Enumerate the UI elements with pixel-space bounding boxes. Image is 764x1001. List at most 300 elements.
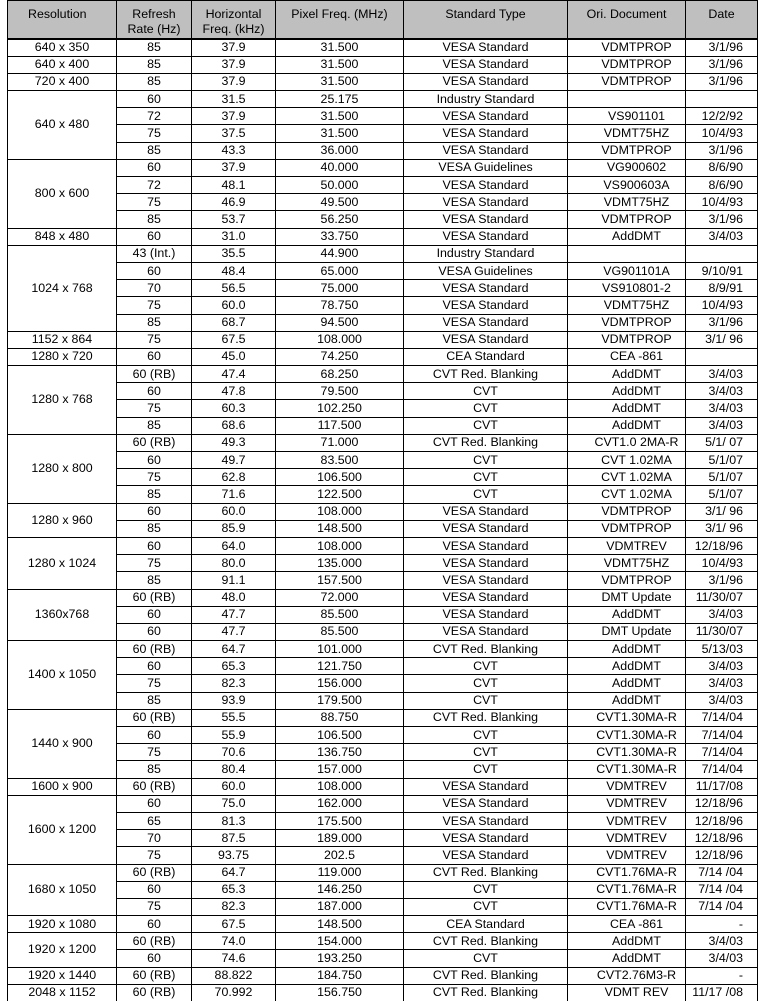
pixel-freq-cell: 85.500 [276, 623, 404, 640]
original-document-cell [568, 91, 686, 108]
horizontal-freq-cell: 71.6 [192, 486, 276, 503]
table-row [8, 366, 758, 383]
table-row [8, 177, 758, 194]
table-row [8, 142, 758, 159]
pixel-freq-cell: 65.000 [276, 262, 404, 279]
standard-type-cell: VESA Standard [404, 142, 568, 159]
standard-type-cell: VESA Standard [404, 537, 568, 554]
date-cell: 3/1/96 [686, 39, 758, 57]
table-row [8, 812, 758, 829]
original-document-cell: VDMTREV [568, 778, 686, 795]
standard-type-cell: CVT [404, 761, 568, 778]
refresh-rate-cell: 75 [117, 400, 192, 417]
refresh-rate-cell: 75 [117, 898, 192, 915]
refresh-rate-cell: 60 [117, 537, 192, 554]
refresh-rate-cell: 85 [117, 761, 192, 778]
table-row [8, 262, 758, 279]
table-row [8, 383, 758, 400]
original-document-cell: CEA -861 [568, 916, 686, 933]
standard-type-cell: CVT [404, 486, 568, 503]
original-document-cell: DMT Update [568, 623, 686, 640]
pixel-freq-cell: 50.000 [276, 177, 404, 194]
pixel-freq-cell: 33.750 [276, 228, 404, 245]
table-body [8, 39, 758, 1001]
pixel-freq-cell: 40.000 [276, 159, 404, 176]
horizontal-freq-cell: 31.0 [192, 228, 276, 245]
resolution-cell: 1680 x 1050 [8, 864, 117, 916]
standard-type-cell: VESA Standard [404, 211, 568, 228]
standard-type-cell: CVT Red. Blanking [404, 641, 568, 658]
table-row [8, 898, 758, 915]
horizontal-freq-cell: 37.9 [192, 39, 276, 57]
resolution-cell: 640 x 400 [8, 56, 117, 73]
resolution-cell: 720 x 400 [8, 73, 117, 90]
resolution-cell: 1280 x 720 [8, 348, 117, 365]
horizontal-freq-cell: 56.5 [192, 280, 276, 297]
date-cell: 3/4/03 [686, 228, 758, 245]
standard-type-cell: CVT Red. Blanking [404, 967, 568, 984]
refresh-rate-cell: 85 [117, 73, 192, 90]
resolution-cell: 640 x 350 [8, 39, 117, 57]
table-row [8, 847, 758, 864]
standard-type-cell: CVT Red. Blanking [404, 366, 568, 383]
refresh-rate-cell: 75 [117, 555, 192, 572]
horizontal-freq-cell: 31.5 [192, 91, 276, 108]
original-document-cell: CVT1.76MA-R [568, 898, 686, 915]
refresh-rate-cell: 60 [117, 228, 192, 245]
date-cell: 11/30/07 [686, 623, 758, 640]
horizontal-freq-cell: 48.0 [192, 589, 276, 606]
horizontal-freq-cell: 45.0 [192, 348, 276, 365]
standard-type-cell: CVT [404, 417, 568, 434]
date-cell: 7/14/04 [686, 709, 758, 726]
horizontal-freq-cell: 55.5 [192, 709, 276, 726]
standard-type-cell: VESA Standard [404, 228, 568, 245]
date-cell [686, 91, 758, 108]
resolution-cell: 2048 x 1152 [8, 984, 117, 1001]
refresh-rate-cell: 43 (Int.) [117, 245, 192, 262]
header-refresh-rate: Refresh Rate (Hz) [117, 1, 192, 39]
resolution-cell: 1280 x 960 [8, 503, 117, 537]
horizontal-freq-cell: 49.7 [192, 452, 276, 469]
refresh-rate-cell: 85 [117, 314, 192, 331]
pixel-freq-cell: 157.000 [276, 761, 404, 778]
table-row [8, 91, 758, 108]
refresh-rate-cell: 70 [117, 280, 192, 297]
pixel-freq-cell: 184.750 [276, 967, 404, 984]
table-row [8, 692, 758, 709]
horizontal-freq-cell: 65.3 [192, 881, 276, 898]
header-horizontal-freq: Horizontal Freq. (kHz) [192, 1, 276, 39]
pixel-freq-cell: 25.175 [276, 91, 404, 108]
standard-type-cell: CVT [404, 452, 568, 469]
original-document-cell: VDMTREV [568, 537, 686, 554]
refresh-rate-cell: 75 [117, 125, 192, 142]
original-document-cell: VDMT75HZ [568, 194, 686, 211]
original-document-cell: AddDMT [568, 658, 686, 675]
standard-type-cell: CVT [404, 898, 568, 915]
horizontal-freq-cell: 60.0 [192, 503, 276, 520]
table-row [8, 572, 758, 589]
horizontal-freq-cell: 60.0 [192, 778, 276, 795]
date-cell: 7/14 /04 [686, 881, 758, 898]
table-row [8, 864, 758, 881]
table-row [8, 984, 758, 1001]
refresh-rate-cell: 85 [117, 417, 192, 434]
date-cell: - [686, 967, 758, 984]
original-document-cell: CVT1.30MA-R [568, 727, 686, 744]
standard-type-cell: CVT Red. Blanking [404, 864, 568, 881]
table-row [8, 709, 758, 726]
pixel-freq-cell: 31.500 [276, 39, 404, 57]
original-document-cell: VDMTPROP [568, 142, 686, 159]
original-document-cell: VDMTPROP [568, 503, 686, 520]
refresh-rate-cell: 60 [117, 727, 192, 744]
resolution-cell: 800 x 600 [8, 159, 117, 228]
horizontal-freq-cell: 37.9 [192, 159, 276, 176]
horizontal-freq-cell: 47.8 [192, 383, 276, 400]
original-document-cell: CEA -861 [568, 348, 686, 365]
standard-type-cell: CVT [404, 383, 568, 400]
pixel-freq-cell: 121.750 [276, 658, 404, 675]
standard-type-cell: VESA Standard [404, 606, 568, 623]
table-row [8, 933, 758, 950]
horizontal-freq-cell: 37.9 [192, 73, 276, 90]
refresh-rate-cell: 85 [117, 520, 192, 537]
table-row [8, 641, 758, 658]
pixel-freq-cell: 154.000 [276, 933, 404, 950]
original-document-cell: CVT1.30MA-R [568, 709, 686, 726]
pixel-freq-cell: 108.000 [276, 331, 404, 348]
date-cell: 3/4/03 [686, 606, 758, 623]
table-row [8, 417, 758, 434]
pixel-freq-cell: 78.750 [276, 297, 404, 314]
resolution-cell: 640 x 480 [8, 91, 117, 160]
refresh-rate-cell: 85 [117, 486, 192, 503]
table-row [8, 830, 758, 847]
standard-type-cell: CEA Standard [404, 916, 568, 933]
horizontal-freq-cell: 55.9 [192, 727, 276, 744]
standard-type-cell: CVT Red. Blanking [404, 709, 568, 726]
standard-type-cell: CVT Red. Blanking [404, 984, 568, 1001]
original-document-cell: CVT1.0 2MA-R [568, 434, 686, 451]
original-document-cell: CVT1.76MA-R [568, 881, 686, 898]
date-cell: 12/18/96 [686, 795, 758, 812]
resolution-cell: 848 x 480 [8, 228, 117, 245]
refresh-rate-cell: 60 [117, 503, 192, 520]
date-cell [686, 245, 758, 262]
resolution-cell: 1920 x 1440 [8, 967, 117, 984]
resolution-cell: 1360x768 [8, 589, 117, 641]
horizontal-freq-cell: 68.7 [192, 314, 276, 331]
header-standard-type: Standard Type [404, 1, 568, 39]
header-date: Date [686, 1, 758, 39]
horizontal-freq-cell: 88.822 [192, 967, 276, 984]
original-document-cell: VDMTPROP [568, 211, 686, 228]
horizontal-freq-cell: 65.3 [192, 658, 276, 675]
standard-type-cell: VESA Standard [404, 830, 568, 847]
pixel-freq-cell: 162.000 [276, 795, 404, 812]
standard-type-cell: VESA Standard [404, 280, 568, 297]
refresh-rate-cell: 75 [117, 297, 192, 314]
pixel-freq-cell: 156.000 [276, 675, 404, 692]
date-cell: 7/14/04 [686, 727, 758, 744]
standard-type-cell: Industry Standard [404, 91, 568, 108]
original-document-cell: VDMTPROP [568, 331, 686, 348]
original-document-cell: VDMT75HZ [568, 555, 686, 572]
standard-type-cell: VESA Standard [404, 297, 568, 314]
standard-type-cell: CVT [404, 727, 568, 744]
table-row [8, 228, 758, 245]
pixel-freq-cell: 94.500 [276, 314, 404, 331]
original-document-cell: VG900602 [568, 159, 686, 176]
refresh-rate-cell: 60 [117, 795, 192, 812]
date-cell [686, 348, 758, 365]
pixel-freq-cell: 108.000 [276, 503, 404, 520]
standard-type-cell: VESA Standard [404, 623, 568, 640]
refresh-rate-cell: 65 [117, 812, 192, 829]
standard-type-cell: VESA Standard [404, 778, 568, 795]
date-cell: 7/14 /04 [686, 864, 758, 881]
horizontal-freq-cell: 37.9 [192, 108, 276, 125]
horizontal-freq-cell: 81.3 [192, 812, 276, 829]
pixel-freq-cell: 106.500 [276, 727, 404, 744]
refresh-rate-cell: 60 (RB) [117, 778, 192, 795]
standard-type-cell: CVT [404, 469, 568, 486]
original-document-cell: VDMTREV [568, 795, 686, 812]
refresh-rate-cell: 60 (RB) [117, 709, 192, 726]
pixel-freq-cell: 74.250 [276, 348, 404, 365]
date-cell: 10/4/93 [686, 297, 758, 314]
resolution-cell: 1400 x 1050 [8, 641, 117, 710]
original-document-cell: AddDMT [568, 228, 686, 245]
original-document-cell: AddDMT [568, 675, 686, 692]
refresh-rate-cell: 75 [117, 331, 192, 348]
horizontal-freq-cell: 82.3 [192, 675, 276, 692]
refresh-rate-cell: 75 [117, 194, 192, 211]
date-cell: 5/1/07 [686, 452, 758, 469]
date-cell: 8/6/90 [686, 177, 758, 194]
horizontal-freq-cell: 37.9 [192, 56, 276, 73]
refresh-rate-cell: 85 [117, 142, 192, 159]
original-document-cell: CVT2.76M3-R [568, 967, 686, 984]
horizontal-freq-cell: 70.6 [192, 744, 276, 761]
table-row [8, 73, 758, 90]
resolution-cell: 1440 x 900 [8, 709, 117, 778]
pixel-freq-cell: 119.000 [276, 864, 404, 881]
table-row [8, 658, 758, 675]
date-cell: 7/14 /04 [686, 898, 758, 915]
table-row [8, 537, 758, 554]
horizontal-freq-cell: 60.3 [192, 400, 276, 417]
refresh-rate-cell: 85 [117, 211, 192, 228]
pixel-freq-cell: 156.750 [276, 984, 404, 1001]
table-row [8, 245, 758, 262]
pixel-freq-cell: 117.500 [276, 417, 404, 434]
table-row [8, 314, 758, 331]
table-row [8, 159, 758, 176]
standard-type-cell: CEA Standard [404, 348, 568, 365]
pixel-freq-cell: 106.500 [276, 469, 404, 486]
horizontal-freq-cell: 68.6 [192, 417, 276, 434]
horizontal-freq-cell: 49.3 [192, 434, 276, 451]
date-cell: 3/4/03 [686, 950, 758, 967]
header-resolution: Resolution [8, 1, 117, 39]
pixel-freq-cell: 75.000 [276, 280, 404, 297]
refresh-rate-cell: 60 [117, 658, 192, 675]
date-cell: 3/1/96 [686, 73, 758, 90]
original-document-cell: VDMT75HZ [568, 297, 686, 314]
date-cell: 3/1/96 [686, 572, 758, 589]
table-row [8, 486, 758, 503]
pixel-freq-cell: 108.000 [276, 778, 404, 795]
pixel-freq-cell: 79.500 [276, 383, 404, 400]
pixel-freq-cell: 157.500 [276, 572, 404, 589]
pixel-freq-cell: 36.000 [276, 142, 404, 159]
table-row [8, 297, 758, 314]
refresh-rate-cell: 85 [117, 56, 192, 73]
date-cell: 10/4/93 [686, 194, 758, 211]
date-cell: 3/4/03 [686, 383, 758, 400]
table-row [8, 744, 758, 761]
table-row [8, 916, 758, 933]
pixel-freq-cell: 122.500 [276, 486, 404, 503]
standard-type-cell: VESA Standard [404, 314, 568, 331]
pixel-freq-cell: 68.250 [276, 366, 404, 383]
standard-type-cell: VESA Standard [404, 73, 568, 90]
original-document-cell: VDMT75HZ [568, 125, 686, 142]
horizontal-freq-cell: 46.9 [192, 194, 276, 211]
table-row [8, 39, 758, 57]
date-cell: 12/2/92 [686, 108, 758, 125]
refresh-rate-cell: 60 [117, 623, 192, 640]
table-row [8, 778, 758, 795]
horizontal-freq-cell: 48.4 [192, 262, 276, 279]
resolution-cell: 1280 x 800 [8, 434, 117, 503]
date-cell: 5/1/07 [686, 486, 758, 503]
original-document-cell: VDMTPROP [568, 314, 686, 331]
pixel-freq-cell: 179.500 [276, 692, 404, 709]
pixel-freq-cell: 202.5 [276, 847, 404, 864]
table-row [8, 555, 758, 572]
standard-type-cell: VESA Standard [404, 56, 568, 73]
date-cell: 12/18/96 [686, 847, 758, 864]
date-cell: 12/18/96 [686, 537, 758, 554]
date-cell: 3/1/ 96 [686, 503, 758, 520]
horizontal-freq-cell: 70.992 [192, 984, 276, 1001]
date-cell: 3/4/03 [686, 933, 758, 950]
date-cell: 3/1/ 96 [686, 331, 758, 348]
horizontal-freq-cell: 43.3 [192, 142, 276, 159]
table-row [8, 56, 758, 73]
display-timing-table [7, 0, 758, 1001]
date-cell: 3/1/96 [686, 211, 758, 228]
date-cell: 11/17/08 [686, 778, 758, 795]
table-row [8, 520, 758, 537]
refresh-rate-cell: 75 [117, 675, 192, 692]
refresh-rate-cell: 75 [117, 744, 192, 761]
horizontal-freq-cell: 48.1 [192, 177, 276, 194]
table-row [8, 606, 758, 623]
standard-type-cell: VESA Standard [404, 847, 568, 864]
standard-type-cell: VESA Standard [404, 108, 568, 125]
table-row [8, 623, 758, 640]
table-row [8, 194, 758, 211]
horizontal-freq-cell: 93.75 [192, 847, 276, 864]
original-document-cell: VS900603A [568, 177, 686, 194]
table-row [8, 434, 758, 451]
standard-type-cell: CVT [404, 950, 568, 967]
pixel-freq-cell: 88.750 [276, 709, 404, 726]
refresh-rate-cell: 75 [117, 847, 192, 864]
table-row [8, 348, 758, 365]
original-document-cell: CVT 1.02MA [568, 452, 686, 469]
original-document-cell: VDMTPROP [568, 520, 686, 537]
horizontal-freq-cell: 64.0 [192, 537, 276, 554]
standard-type-cell: VESA Standard [404, 503, 568, 520]
date-cell: 7/14/04 [686, 761, 758, 778]
refresh-rate-cell: 60 [117, 950, 192, 967]
pixel-freq-cell: 136.750 [276, 744, 404, 761]
pixel-freq-cell: 56.250 [276, 211, 404, 228]
original-document-cell: VDMTPROP [568, 56, 686, 73]
date-cell: 3/4/03 [686, 417, 758, 434]
date-cell: 12/18/96 [686, 830, 758, 847]
refresh-rate-cell: 75 [117, 469, 192, 486]
standard-type-cell: Industry Standard [404, 245, 568, 262]
original-document-cell: VDMTREV [568, 830, 686, 847]
standard-type-cell: VESA Standard [404, 194, 568, 211]
refresh-rate-cell: 60 (RB) [117, 864, 192, 881]
standard-type-cell: CVT [404, 692, 568, 709]
refresh-rate-cell: 72 [117, 177, 192, 194]
table-row [8, 125, 758, 142]
horizontal-freq-cell: 67.5 [192, 916, 276, 933]
standard-type-cell: VESA Standard [404, 795, 568, 812]
horizontal-freq-cell: 80.0 [192, 555, 276, 572]
original-document-cell: AddDMT [568, 417, 686, 434]
table-row [8, 400, 758, 417]
horizontal-freq-cell: 47.7 [192, 606, 276, 623]
header-original-document: Ori. Document [568, 1, 686, 39]
resolution-cell: 1600 x 1200 [8, 795, 117, 864]
standard-type-cell: VESA Guidelines [404, 159, 568, 176]
refresh-rate-cell: 60 [117, 881, 192, 898]
resolution-cell: 1920 x 1080 [8, 916, 117, 933]
pixel-freq-cell: 187.000 [276, 898, 404, 915]
original-document-cell: DMT Update [568, 589, 686, 606]
horizontal-freq-cell: 93.9 [192, 692, 276, 709]
standard-type-cell: VESA Standard [404, 572, 568, 589]
original-document-cell: AddDMT [568, 692, 686, 709]
refresh-rate-cell: 60 [117, 159, 192, 176]
refresh-rate-cell: 60 (RB) [117, 589, 192, 606]
table-row [8, 761, 758, 778]
standard-type-cell: VESA Standard [404, 331, 568, 348]
refresh-rate-cell: 60 (RB) [117, 967, 192, 984]
pixel-freq-cell: 31.500 [276, 73, 404, 90]
horizontal-freq-cell: 85.9 [192, 520, 276, 537]
refresh-rate-cell: 60 (RB) [117, 984, 192, 1001]
horizontal-freq-cell: 75.0 [192, 795, 276, 812]
resolution-cell: 1024 x 768 [8, 245, 117, 331]
standard-type-cell: CVT Red. Blanking [404, 434, 568, 451]
pixel-freq-cell: 44.900 [276, 245, 404, 262]
date-cell: 8/9/91 [686, 280, 758, 297]
date-cell: 5/1/07 [686, 469, 758, 486]
pixel-freq-cell: 146.250 [276, 881, 404, 898]
original-document-cell: VDMTREV [568, 847, 686, 864]
